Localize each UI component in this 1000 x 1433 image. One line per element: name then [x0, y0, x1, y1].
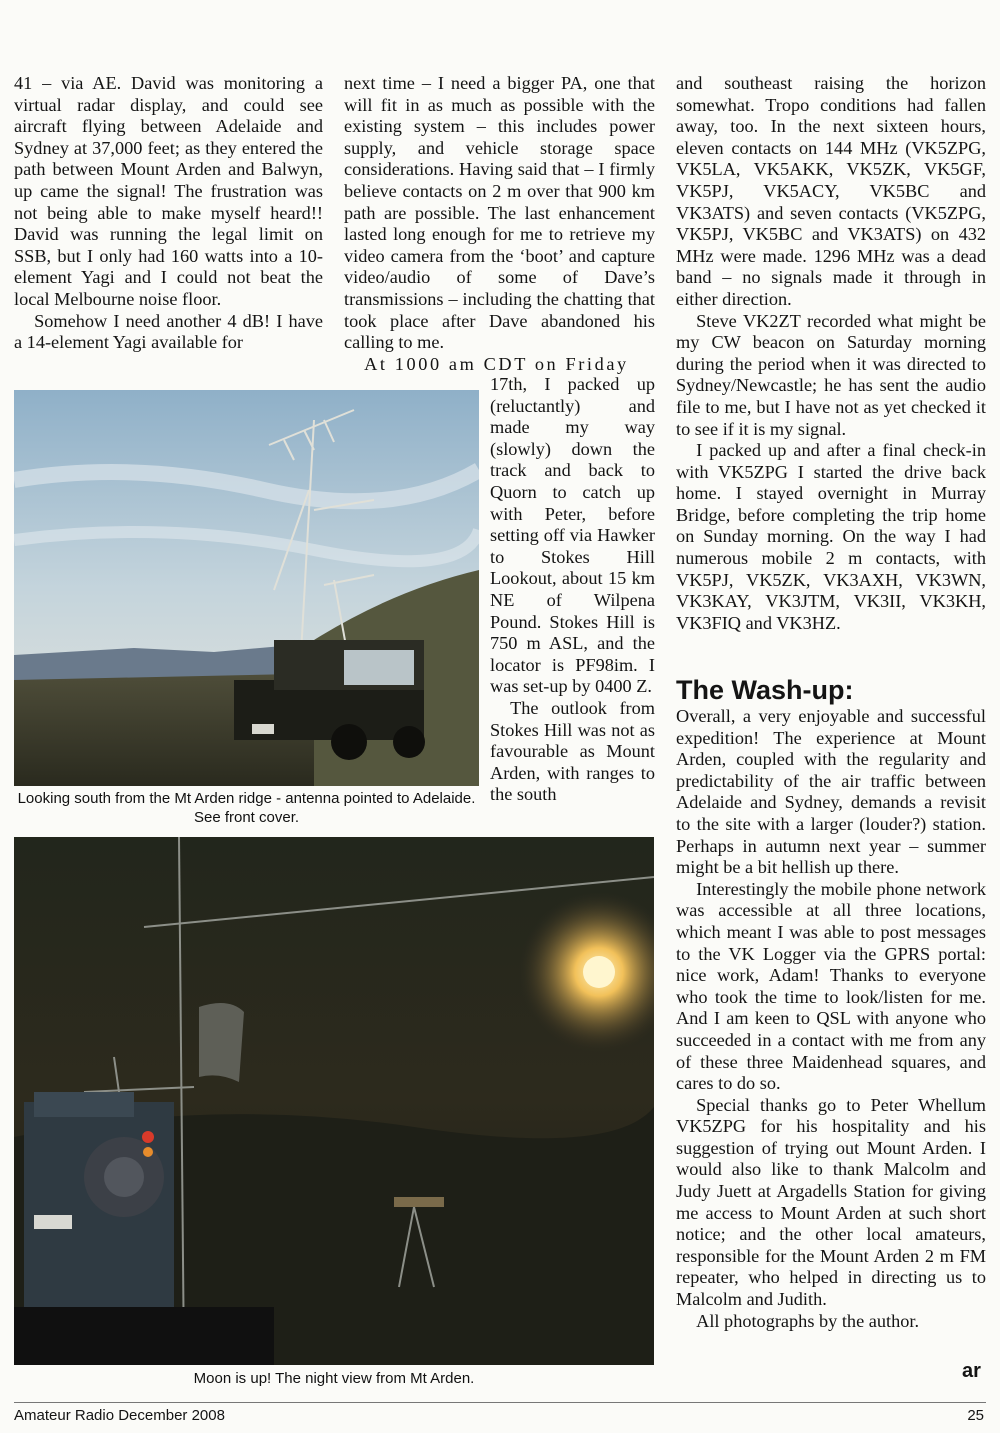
footer-publication: Amateur Radio December 2008 [14, 1407, 225, 1424]
paragraph: 17th, I packed up (reluctantly) and made my way (slowly) down the track and back to Quorn to catch up with Peter, before setting off via Hawker to Stokes Hill Lookout, about 15 km NE of Wilpena Pound. Stokes Hill is 750 m ASL, and the locator is PF98im. I was set-up by 0400 Z. [490, 374, 655, 697]
paragraph: Somehow I need another 4 dB! I have a 14-element Yagi available for [14, 310, 323, 353]
paragraph: Interestingly the mobile phone network was accessible at all three locations, which meant I was able to post messages to the VK Logger via the GPRS portal: nice work, Adam! Thanks to everyone who took the time to look/listen for me. And I am keen to QSL with anyone who succeeded in a contact with me from any of these three Maidenhead squares, and cares to do so. [676, 878, 986, 1094]
end-of-article-mark: ar [962, 1360, 981, 1382]
paragraph: and southeast raising the horizon somewhat. Tropo conditions had fallen away, too. In the next sixteen hours, eleven contacts on 144 MHz (VK5ZPG, VK5LA, VK5AKK, VK5ZK, VK5GF, VK5PJ, VK5ACY, VK5BC and VK3ATS) and seven contacts (VK5ZPG, VK5PJ, VK5BC and VK3ATS) on 432 MHz were made. 1296 MHz was a dead band – no signals made it through in either direction. [676, 73, 986, 309]
page-number: 25 [967, 1407, 984, 1424]
night-moon-photo [14, 837, 654, 1365]
article-column-2 [344, 73, 655, 375]
article-column-2-narrow [490, 374, 655, 806]
paragraph: All photographs by the author. [696, 1310, 920, 1331]
footer-divider [14, 1402, 986, 1403]
section-heading: The Wash-up: [676, 675, 854, 705]
article-column-3 [676, 73, 986, 634]
article-column-3-continued [676, 706, 986, 1332]
paragraph: I packed up and after a final check-in with VK5ZPG I started the drive back home. I stayed overnight in Murray Bridge, before completing the trip home on Sunday morning. On the way I had numerous mobile 2 m contacts, with VK5PJ, VK5ZK, VK3AXH, VK3WN, VK3KAY, VK3JTM, VK3II, VK3KH, VK3FIQ and VK3HZ. [676, 440, 986, 633]
paragraph: Overall, a very enjoyable and successful expedition! The experience at Mount Arden, coupled with the regularity and predictability of the air traffic between Adelaide and Sydney, demands a revisit to the site with a larger (louder?) station. Perhaps in autumn next year – summer might be a bit hellish up there. [676, 706, 986, 878]
article-column-1 [14, 73, 323, 354]
paragraph: next time – I need a bigger PA, one that will fit in as much as possible with the existing system – this includes power supply, and vehicle storage space considerations. Having said that – I firmly believe contacts on 2 m over that 900 km path are possible. The last enhancement lasted long enough for me to retrieve my video camera from the ‘boot’ and capture video/audio of some of Dave’s transmissions – including the chatting that took place after Dave abandoned his calling to me. [344, 73, 655, 353]
photo-caption: Looking south from the Mt Arden ridge - antenna pointed to Adelaide. See front cover. [17, 790, 476, 826]
paragraph: At 1000 am CDT on Friday [364, 353, 629, 374]
paragraph: Special thanks go to Peter Whellum VK5ZPG for his hospitality and his suggestion of trying out Mount Arden. I would also like to thank Malcolm and Judy Juett at Argadells Station for giving me access to Mount Arden at such short notice; and the other local amateurs, responsible for the Mount Arden 2 m FM repeater, who helped in directing us to Malcolm and Judith. [676, 1094, 986, 1310]
ridge-antenna-photo [14, 390, 479, 786]
paragraph: The outlook from Stokes Hill was not as favourable as Mount Arden, with ranges to the south [490, 697, 655, 805]
photo-caption: Moon is up! The night view from Mt Arden. [193, 1370, 475, 1387]
paragraph: 41 – via AE. David was monitoring a virtual radar display, and could see aircraft flying between Adelaide and Sydney at 37,000 feet; as they entered the path between Mount Arden and Balwyn, up came the signal! The frustration was not being able to make myself heard!! David was running the legal limit on SSB, but I only had 160 watts into a 10-element Yagi and I could not beat the local Melbourne noise floor. [14, 73, 323, 309]
paragraph: Steve VK2ZT recorded what might be my CW beacon on Saturday morning during the period when it was directed to Sydney/Newcastle; he has sent the audio file to me, but I have not as yet checked it to see if it is my signal. [676, 310, 986, 439]
